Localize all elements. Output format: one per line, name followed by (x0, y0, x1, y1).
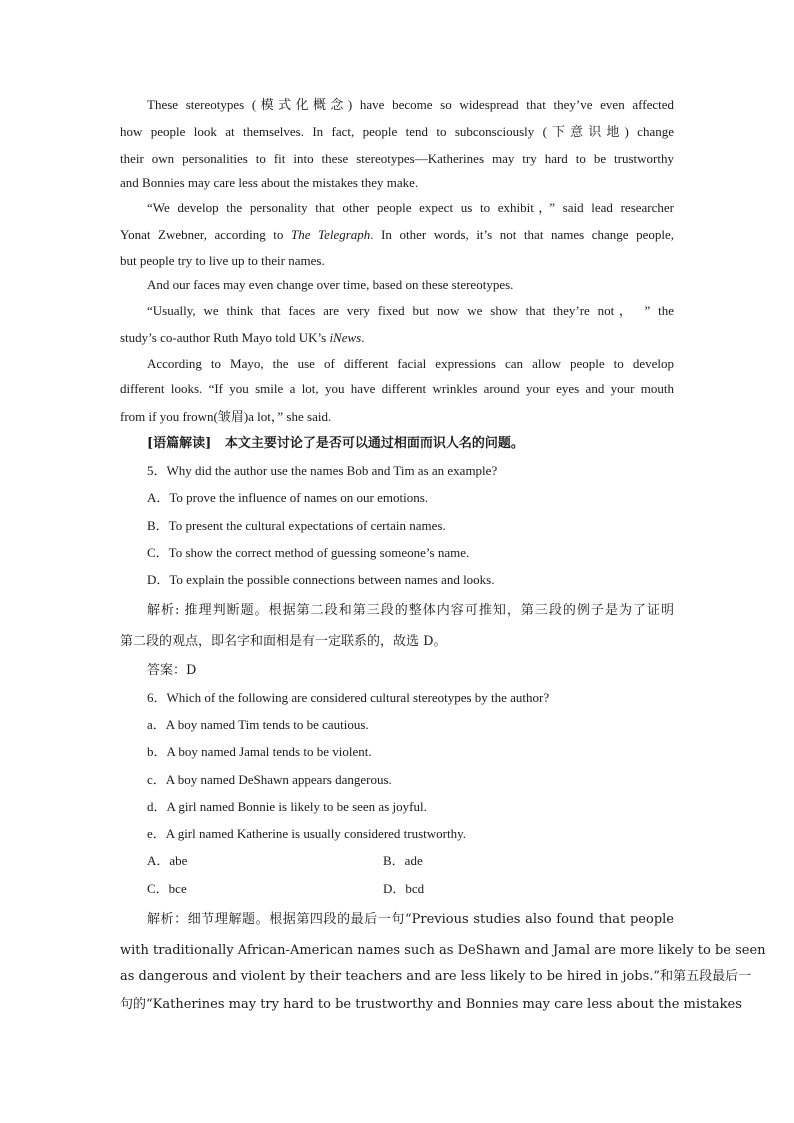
passage-p1-line1: These stereotypes (模式化概念) have become so widespread that they’ve even affected (147, 97, 674, 112)
passage-p2-line3: but people try to live up to their names. (120, 253, 325, 268)
q6-item-d: d．A girl named Bonnie is likely to be seen as joyful. (147, 799, 427, 814)
q6-item-e: e．A girl named Katherine is usually considered trustworthy. (147, 826, 467, 841)
q6-item-a: a．A boy named Tim tends to be cautious. (147, 717, 369, 732)
passage-p4-line2-post: . (361, 330, 365, 345)
q6-choice-a: A．abe (147, 853, 188, 868)
q5-option-c: C．To show the correct method of guessing someone’s name. (147, 545, 470, 560)
q5-answer: 答案：D (147, 663, 197, 678)
q6-item-b: b．A boy named Jamal tends to be violent. (147, 744, 372, 759)
q6-choice-b: B．ade (383, 853, 423, 868)
passage-p5-line1: According to Mayo, the use of different facial expressions can allow people to develop (147, 356, 674, 371)
q6-explanation-line3: as dangerous and violent by their teachers and are less likely to be hired in jobs.”和第五段最后一 (120, 969, 752, 984)
q6-stem: 6．Which of the following are considered cultural stereotypes by the author? (147, 690, 550, 705)
passage-p2-line2 (120, 226, 674, 244)
q5-stem: 5．Why did the author use the names Bob and Tim as an example? (147, 463, 498, 478)
source-inews: iNews (329, 330, 362, 345)
passage-p1-line2: how people look at themselves. In fact, people tend to subconsciously (下意识地) change (120, 124, 674, 139)
passage-p2-line2-pre: Yonat Zwebner, according to (120, 227, 291, 242)
passage-p5-line3: from if you frown(皱眉)a lot，” she said. (120, 409, 332, 424)
passage-p1-line3: their own personalities to fit into these stereotypes—Katherines may try hard to be trustworthy (120, 151, 674, 166)
q5-option-a: A．To prove the influence of names on our emotions. (147, 490, 429, 505)
passage-p4-line2-pre: study’s co-author Ruth Mayo told UK’s (120, 330, 330, 345)
source-telegraph: The Telegraph (290, 227, 371, 242)
passage-p1-line4: and Bonnies may care less about the mistakes they make. (120, 175, 419, 190)
q6-choice-c: C．bce (147, 881, 187, 896)
passage-p4-line1: “Usually, we think that faces are very fixed but now we show that they’re not， ” the (147, 303, 674, 318)
q6-explanation-line4: 句的“Katherines may try hard to be trustworthy and Bonnies may care less about the mistakes (120, 997, 742, 1012)
analysis-label: [语篇解读] (147, 436, 212, 451)
q6-explanation-line2: with traditionally African-American names such as DeShawn and Jamal are more likely to be seen (120, 943, 766, 958)
q5-option-d: D．To explain the possible connections between names and looks. (147, 572, 495, 587)
passage-p2-line1: “We develop the personality that other people expect us to exhibit，” said lead researcher (147, 200, 674, 215)
passage-p5-line2: different looks. “If you smile a lot, you have different wrinkles around your eyes and your mouth (120, 381, 674, 396)
q5-explanation-line2: 第二段的观点，即名字和面相是有一定联系的，故选 D。 (120, 634, 447, 649)
passage-p4-line2 (120, 329, 674, 347)
q6-item-c: c．A boy named DeShawn appears dangerous. (147, 772, 392, 787)
analysis-text: 本文主要讨论了是否可以通过相面而识人名的问题。 (224, 436, 524, 451)
discourse-analysis (147, 435, 674, 453)
passage-p2-line2-post: . In other words, it’s not that names change people, (370, 227, 675, 242)
q6-choice-d: D．bcd (383, 881, 425, 896)
q5-explanation-line1: 解析: 推理判断题。根据第二段和第三段的整体内容可推知，第三段的例子是为了证明 (147, 603, 674, 618)
q5-option-b: B．To present the cultural expectations of certain names. (147, 518, 446, 533)
passage-p3: And our faces may even change over time, based on these stereotypes. (147, 277, 514, 292)
q6-explanation-line1: 解析：细节理解题。根据第四段的最后一句“Previous studies also found that people (147, 912, 674, 927)
